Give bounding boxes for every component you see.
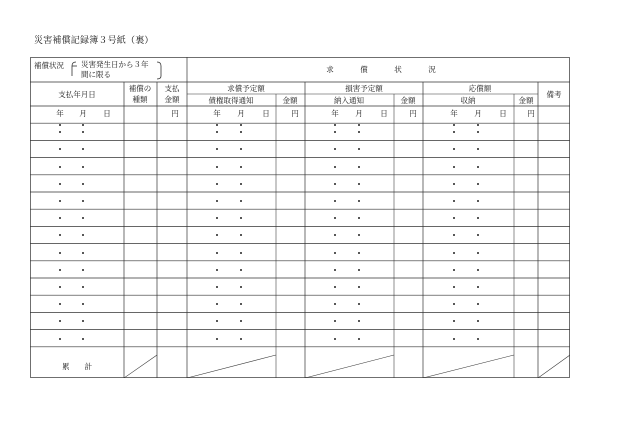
date-dot bbox=[358, 124, 360, 126]
date-dot bbox=[358, 286, 360, 288]
unit-year-claim: 年 bbox=[213, 109, 221, 118]
date-dot bbox=[240, 124, 242, 126]
unit-month-response: 月 bbox=[474, 109, 482, 118]
unit-month-claim: 月 bbox=[237, 109, 245, 118]
date-dot bbox=[453, 183, 455, 185]
date-dot bbox=[453, 286, 455, 288]
comp-type-header-2: 種類 bbox=[132, 95, 148, 104]
bracket-left-icon bbox=[72, 62, 76, 76]
date-dot bbox=[477, 166, 479, 168]
date-dot bbox=[453, 252, 455, 254]
claim-planned-header: 求償予定額 bbox=[227, 84, 265, 93]
date-dot bbox=[59, 286, 61, 288]
date-dot bbox=[59, 252, 61, 254]
claim-status-char-4: 況 bbox=[428, 65, 436, 74]
date-dot bbox=[216, 183, 218, 185]
diag-damage bbox=[305, 355, 394, 378]
diag-response bbox=[423, 355, 514, 378]
unit-yen-damage: 円 bbox=[409, 109, 417, 118]
date-dot bbox=[216, 252, 218, 254]
date-dot bbox=[453, 166, 455, 168]
date-dot bbox=[240, 200, 242, 202]
date-dot bbox=[82, 124, 84, 126]
damage-amount-header: 金額 bbox=[400, 96, 416, 105]
date-dot bbox=[240, 183, 242, 185]
date-dot bbox=[453, 338, 455, 340]
total-label: 累 計 bbox=[62, 362, 92, 371]
date-dot bbox=[477, 286, 479, 288]
unit-day-damage: 日 bbox=[380, 109, 388, 118]
form-title: 災害補償記録簿３号紙（裏） bbox=[34, 36, 154, 46]
date-dot bbox=[334, 338, 336, 340]
diag-claim bbox=[187, 355, 276, 378]
date-dot bbox=[59, 338, 61, 340]
date-dot bbox=[216, 124, 218, 126]
unit-year-date: 年 bbox=[56, 109, 64, 118]
date-dot bbox=[240, 286, 242, 288]
response-amount-sub-header: 金額 bbox=[518, 96, 534, 105]
pay-amount-header-1: 支払 bbox=[164, 84, 180, 93]
unit-year-response: 年 bbox=[450, 109, 458, 118]
date-dot bbox=[59, 200, 61, 202]
response-amount-header: 応償額 bbox=[468, 84, 492, 93]
date-dot bbox=[334, 269, 336, 271]
date-dot bbox=[216, 338, 218, 340]
date-dot bbox=[59, 269, 61, 271]
payment-notice-header: 納入通知 bbox=[334, 96, 364, 105]
date-dot bbox=[82, 166, 84, 168]
date-dot bbox=[334, 183, 336, 185]
date-dot bbox=[82, 200, 84, 202]
claim-amount-header: 金額 bbox=[282, 96, 298, 105]
date-dot bbox=[216, 269, 218, 271]
pay-amount-header-2: 金額 bbox=[164, 95, 180, 104]
comp-type-header-1: 補償の bbox=[128, 84, 152, 93]
limit-note-line2: 間に限る bbox=[81, 70, 111, 79]
date-dot bbox=[453, 124, 455, 126]
date-dot bbox=[59, 166, 61, 168]
date-dot bbox=[477, 269, 479, 271]
unit-day-claim: 日 bbox=[262, 109, 270, 118]
date-dot bbox=[240, 338, 242, 340]
date-dot bbox=[240, 269, 242, 271]
date-dot bbox=[59, 183, 61, 185]
date-dot bbox=[334, 166, 336, 168]
date-dot bbox=[477, 183, 479, 185]
date-dot bbox=[82, 269, 84, 271]
diag-remarks bbox=[538, 355, 570, 378]
unit-month-date: 月 bbox=[79, 109, 87, 118]
remarks-header: 備考 bbox=[546, 90, 562, 99]
unit-day-date: 日 bbox=[103, 109, 111, 118]
compensation-status-label: 補償状況 bbox=[34, 61, 64, 70]
date-dot bbox=[216, 166, 218, 168]
unit-year-damage: 年 bbox=[331, 109, 339, 118]
date-dot bbox=[216, 286, 218, 288]
claim-status-char-2: 償 bbox=[360, 65, 368, 74]
date-dot bbox=[358, 183, 360, 185]
diag-type bbox=[124, 355, 157, 378]
date-dot bbox=[477, 252, 479, 254]
date-dot bbox=[358, 200, 360, 202]
date-dot bbox=[358, 269, 360, 271]
payment-date-header: 支払年月日 bbox=[58, 90, 96, 99]
unit-day-response: 日 bbox=[499, 109, 507, 118]
unit-month-damage: 月 bbox=[355, 109, 363, 118]
date-dot bbox=[334, 286, 336, 288]
date-dot bbox=[477, 200, 479, 202]
date-dot bbox=[82, 183, 84, 185]
date-dot bbox=[240, 166, 242, 168]
unit-yen-pay: 円 bbox=[171, 109, 179, 118]
date-dot bbox=[477, 338, 479, 340]
unit-yen-claim: 円 bbox=[291, 109, 299, 118]
claim-status-char-3: 状 bbox=[394, 65, 402, 74]
date-dot bbox=[59, 124, 61, 126]
table-grid bbox=[30, 57, 570, 378]
damage-planned-header: 損害予定額 bbox=[345, 84, 383, 93]
date-dot bbox=[358, 166, 360, 168]
unit-yen-response: 円 bbox=[527, 109, 535, 118]
date-dot bbox=[334, 200, 336, 202]
date-dot bbox=[82, 252, 84, 254]
date-dot bbox=[82, 286, 84, 288]
receipt-header: 収納 bbox=[460, 96, 476, 105]
date-dot bbox=[477, 124, 479, 126]
claim-notice-header: 債権取得通知 bbox=[208, 96, 254, 105]
date-dot bbox=[453, 200, 455, 202]
limit-note-line1: 災害発生日から３年 bbox=[81, 60, 149, 69]
date-dot bbox=[358, 252, 360, 254]
compensation-record-table bbox=[30, 57, 570, 378]
date-dot bbox=[358, 338, 360, 340]
date-dot bbox=[240, 252, 242, 254]
bracket-right-icon bbox=[157, 62, 161, 79]
date-dot bbox=[82, 338, 84, 340]
claim-status-char-1: 求 bbox=[326, 65, 334, 74]
date-dot bbox=[334, 252, 336, 254]
date-dot bbox=[216, 200, 218, 202]
date-dot bbox=[453, 269, 455, 271]
date-dot bbox=[334, 124, 336, 126]
